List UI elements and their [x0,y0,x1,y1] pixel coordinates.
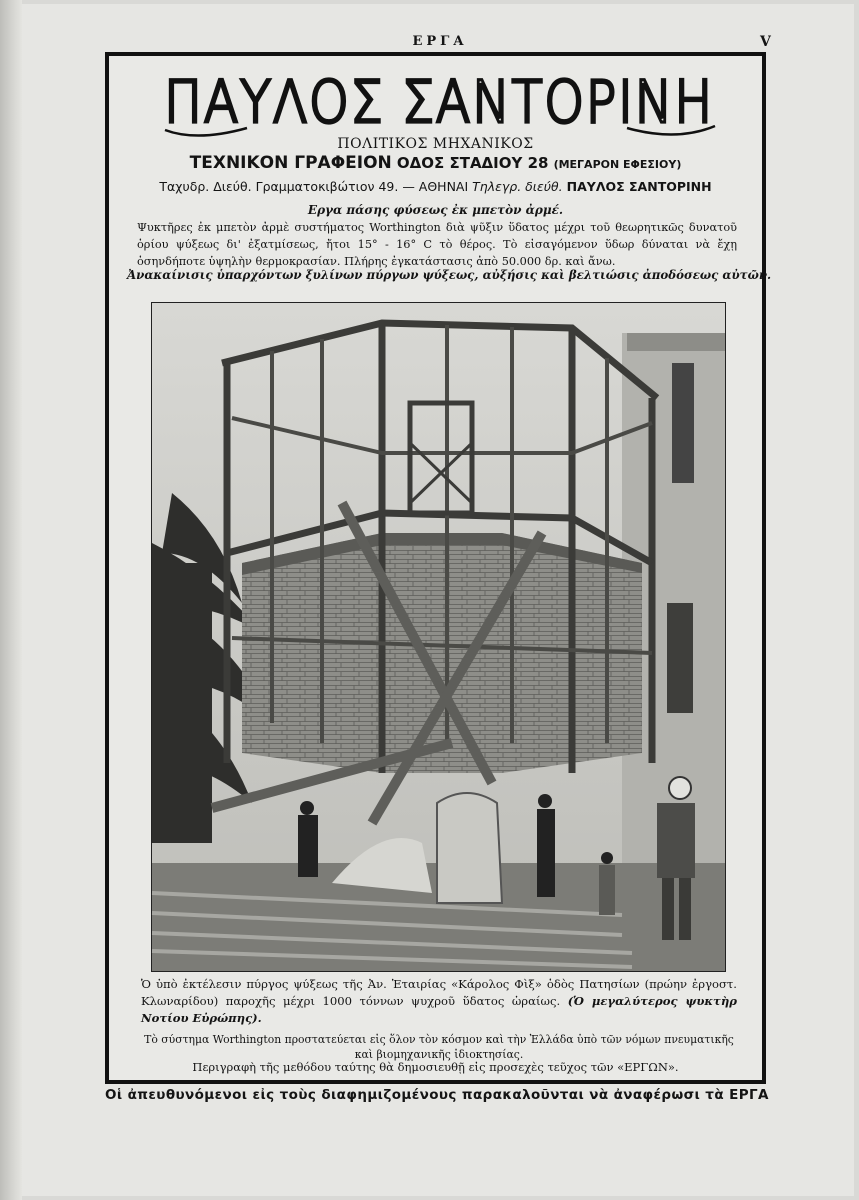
office-label: ΤΕΧΝΙΚΟΝ ΓΡΑΦΕΙΟΝ [189,153,392,173]
profession-line: ΠΟΛΙΤΙΚΟΣ ΜΗΧΑΝΙΚΟΣ [337,136,534,152]
company-logo [157,64,722,144]
caption-emphasis: (Ὁ μεγαλύτερος ψυκτὴρ Νοτίου Εὐρώπης). [141,994,738,1025]
postal-line [109,179,762,194]
company-logo-lettering [157,64,722,144]
street-address: ΟΔΟΣ ΣΤΑΔΙΟΥ 28 [396,154,549,172]
building-name: (ΜΕΓΑΡΟΝ ΕΦΕΣΙΟΥ) [553,158,682,171]
restoration-line: Ἀνακαίνισις ὑπαρχόντων ξυλίνων πύργων ψύξεως, αὐξήσις καὶ βελτιώσις ἀποδόσεως αὐτῶν. [127,268,772,282]
caption-main: Ὁ ὑπὸ ἐκτέλεσιν πύργος ψύξεως τῆς Ἀν. Ἑταιρίας «Κάρολος Φὶξ» ὁδὸς Πατησίων (πρώην ἐργοστ. Κλωναρίδου) παροχῆς μέχρι 1000 τόννων ψυχροῦ ὕδατος ὡραίως. [141,977,737,1008]
page-number: V [760,34,771,50]
description: Ψυκτῆρες ἐκ μπετὸν ἀρμὲ συστήματος Worthington διὰ ψῦξιν ὕδατος μέχρι τοῦ θεωρητικῶς δυνατοῦ ὁρίου ψύξεως δι' ἐξατμίσεως, ἤτοι 15° - 16° C τὸ θέρος. Τὸ εἰσαγόμενον ὕδωρ δύναται νὰ ἔχῃ ὁσηνδήποτε ὑψηλὴν θερμοκρασίαν. Πλήρης ἐγκατάστασις ἀπὸ 50.000 δρ. καὶ ἄνω. [137,221,737,268]
office-address-line [109,153,762,173]
telegraph-name: ΠΑΥΛΟΣ ΣΑΝΤΟΡΙΝΗ [566,179,712,194]
telegraph-label: Τηλεγρ. διεύθ. [472,179,563,194]
tagline: Εργα πάσης φύσεως ἐκ μπετὸν ἀρμέ. [307,203,564,217]
patent-protection-note: Τὸ σύστημα Worthington προστατεύεται εἰς ὅλον τὸν κόσμον καὶ τὴν Ἑλλάδα ὑπὸ τῶν νόμων πνευματικῆς καὶ βιομηχανικῆς ἰδιοκτησίας. [144,1033,734,1061]
photo-illustration [152,303,725,971]
footer-notice: Οἱ ἀπευθυνόμενοι εἰς τοὺς διαφημιζομένους παρακαλοῦνται νὰ ἀναφέρωσι τὰ ΕΡΓΑ [105,1087,769,1103]
publication-notice: Περιγραφὴ τῆς μεθόδου ταύτης θὰ δημοσιευθῇ εἰς προσεχὲς τεῦχος τῶν «ΕΡΓΩΝ». [192,1060,679,1074]
postal-address: Ταχυδρ. Διεύθ. Γραμματοκιβώτιον 49. — ΑΘΗΝΑΙ [159,179,469,194]
svg-text:ΠΑΥΛΟΣ ΣΑΝΤΟΡΙΝΗ: ΠΑΥΛΟΣ ΣΑΝΤΟΡΙΝΗ [164,68,714,136]
book-spine-shadow [0,0,22,1200]
cooling-tower-photo [151,302,726,972]
photo-caption [141,976,737,1027]
advertisement-frame [105,52,772,1084]
running-head: ΕΡΓΑ [412,34,468,49]
